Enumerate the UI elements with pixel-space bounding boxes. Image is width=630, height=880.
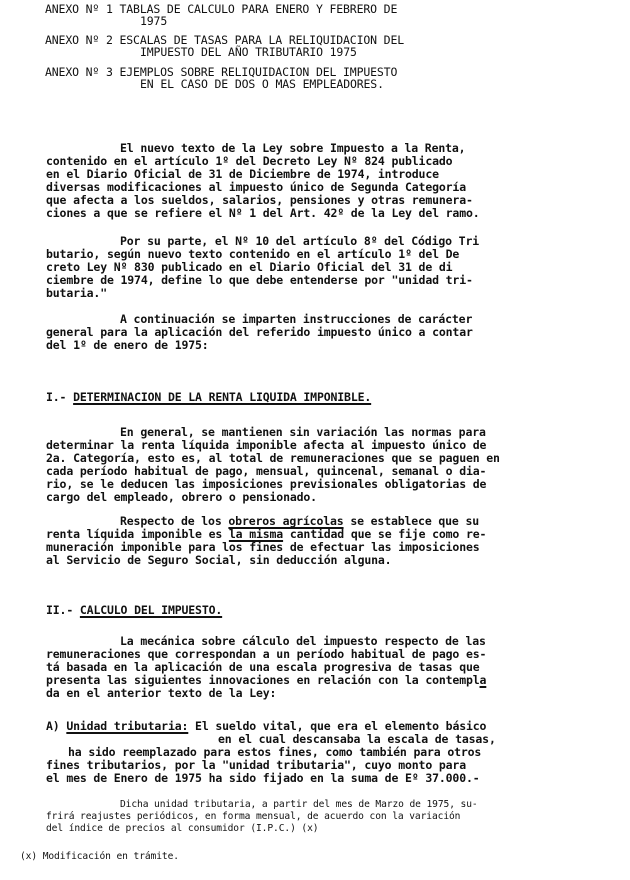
note-line: Dicha unidad tributaria, a partir del mes de Marzo de 1975, su- bbox=[120, 799, 478, 810]
intro-p2-line: creto Ley Nº 830 publicado en el Diario Oficial del 31 de di bbox=[46, 260, 453, 274]
item-a-title: Unidad tributaria: bbox=[66, 719, 189, 733]
section-2-heading bbox=[46, 604, 222, 617]
section-1-title: DETERMINACION DE LA RENTA LIQUIDA IMPONIBLE. bbox=[73, 390, 372, 404]
text-run-underlined: a bbox=[479, 673, 487, 687]
intro-p3-line: del 1º de enero de 1975: bbox=[46, 338, 209, 352]
section-1-p1-line: rio, se le deducen las imposiciones previsionales obligatorias de bbox=[46, 477, 487, 491]
section-1-p1-line: determinar la renta líquida imponible afecta al impuesto único de bbox=[46, 438, 487, 452]
section-2-p1-line: da en el anterior texto de la Ley: bbox=[46, 686, 277, 700]
intro-p2-line: butaria." bbox=[46, 286, 107, 300]
note-line: del índice de precios al consumidor (I.P.C.) (x) bbox=[46, 823, 319, 834]
section-1-heading bbox=[46, 391, 371, 404]
section-2-p1-line: tá basada en la aplicación de una escala progresiva de tasas que bbox=[46, 660, 480, 674]
amount: Eº 37.000.- bbox=[405, 771, 480, 785]
item-a-line: en el cual descansaba la escala de tasas, bbox=[218, 732, 496, 746]
text-run: Respecto de los bbox=[120, 514, 229, 528]
intro-p2-line: butario, según nuevo texto contenido en el artículo 1º del De bbox=[46, 247, 460, 261]
text-run: El sueldo vital, que era el elemento básico bbox=[188, 719, 487, 733]
section-1-p2-line: muneración imponible para los fines de efectuar las imposiciones bbox=[46, 540, 480, 554]
intro-p2-line: Por su parte, el Nº 10 del artículo 8º del Código Tri bbox=[120, 234, 480, 248]
intro-p2-line: ciembre de 1974, define lo que debe entenderse por "unidad tri- bbox=[46, 273, 473, 287]
intro-p1-line: ciones a que se refiere el Nº 1 del Art. 42º de la Ley del ramo. bbox=[46, 206, 480, 220]
intro-p1-line: diversas modificaciones al impuesto único de Segunda Categoría bbox=[46, 180, 466, 194]
section-1-p1-line: cargo del empleado, obrero o pensionado. bbox=[46, 490, 317, 504]
intro-p3-line: general para la aplicación del referido impuesto único a contar bbox=[46, 325, 473, 339]
text-run: renta líquida imponible es bbox=[46, 527, 229, 541]
annex-2-line-2: IMPUESTO DEL AÑO TRIBUTARIO 1975 bbox=[140, 45, 357, 59]
la-misma-underlined: la misma bbox=[228, 527, 284, 541]
text-run: el mes de Enero de 1975 ha sido fijado en la suma de bbox=[46, 771, 406, 785]
section-2-p1-line: La mecánica sobre cálculo del impuesto respecto de las bbox=[120, 634, 486, 648]
obreros-agricolas-underlined: obreros agrícolas bbox=[228, 514, 344, 528]
text-run: cantidad que se fije como re- bbox=[283, 527, 487, 541]
section-2-p1-line: remuneraciones que correspondan a un período habitual de pago es- bbox=[46, 647, 487, 661]
intro-p1-line: contenido en el artículo 1º del Decreto Ley Nº 824 publicado bbox=[46, 154, 453, 168]
intro-p1-line: El nuevo texto de la Ley sobre Impuesto a la Renta, bbox=[120, 141, 466, 155]
section-1-p1-line: 2a. Categoría, esto es, al total de remuneraciones que se paguen en bbox=[46, 451, 500, 465]
section-1-p2-line: al Servicio de Seguro Social, sin deducción alguna. bbox=[46, 553, 392, 567]
item-a-line bbox=[46, 772, 480, 785]
intro-p3-line: A continuación se imparten instrucciones de carácter bbox=[120, 312, 473, 326]
text-run: presenta las siguientes innovaciones en relación con la contempl bbox=[46, 673, 480, 687]
footnote: (x) Modificación en trámite. bbox=[20, 851, 179, 862]
note-line: frirá reajustes periódicos, en forma mensual, de acuerdo con la variación bbox=[46, 811, 461, 822]
annex-1-line-1: ANEXO Nº 1 TABLAS DE CALCULO PARA ENERO Y FEBRERO DE bbox=[45, 2, 398, 16]
item-a-line: ha sido reemplazado para estos fines, como también para otros bbox=[68, 745, 482, 759]
section-2-number: II.- bbox=[46, 603, 74, 617]
intro-p1-line: que afecta a los sueldos, salarios, pensiones y otras remunera- bbox=[46, 193, 473, 207]
text-run: se establece que su bbox=[343, 514, 480, 528]
section-1-number: I.- bbox=[46, 390, 67, 404]
item-a-label: A) bbox=[46, 719, 60, 733]
annex-1-line-2: 1975 bbox=[140, 14, 168, 28]
annex-2-line-1: ANEXO Nº 2 ESCALAS DE TASAS PARA LA RELIQUIDACION DEL bbox=[45, 33, 405, 47]
item-a-line: fines tributarios, por la "unidad tributaria", cuyo monto para bbox=[46, 758, 466, 772]
intro-p1-line: en el Diario Oficial de 31 de Diciembre de 1974, introduce bbox=[46, 167, 439, 181]
annex-3-line-1: ANEXO Nº 3 EJEMPLOS SOBRE RELIQUIDACION DEL IMPUESTO bbox=[45, 65, 398, 79]
annex-3-line-2: EN EL CASO DE DOS O MAS EMPLEADORES. bbox=[140, 77, 384, 91]
section-1-p1-line: cada período habitual de pago, mensual, quincenal, semanal o dia- bbox=[46, 464, 487, 478]
section-2-title: CALCULO DEL IMPUESTO. bbox=[79, 603, 223, 617]
section-1-p1-line: En general, se mantienen sin variación las normas para bbox=[120, 425, 486, 439]
